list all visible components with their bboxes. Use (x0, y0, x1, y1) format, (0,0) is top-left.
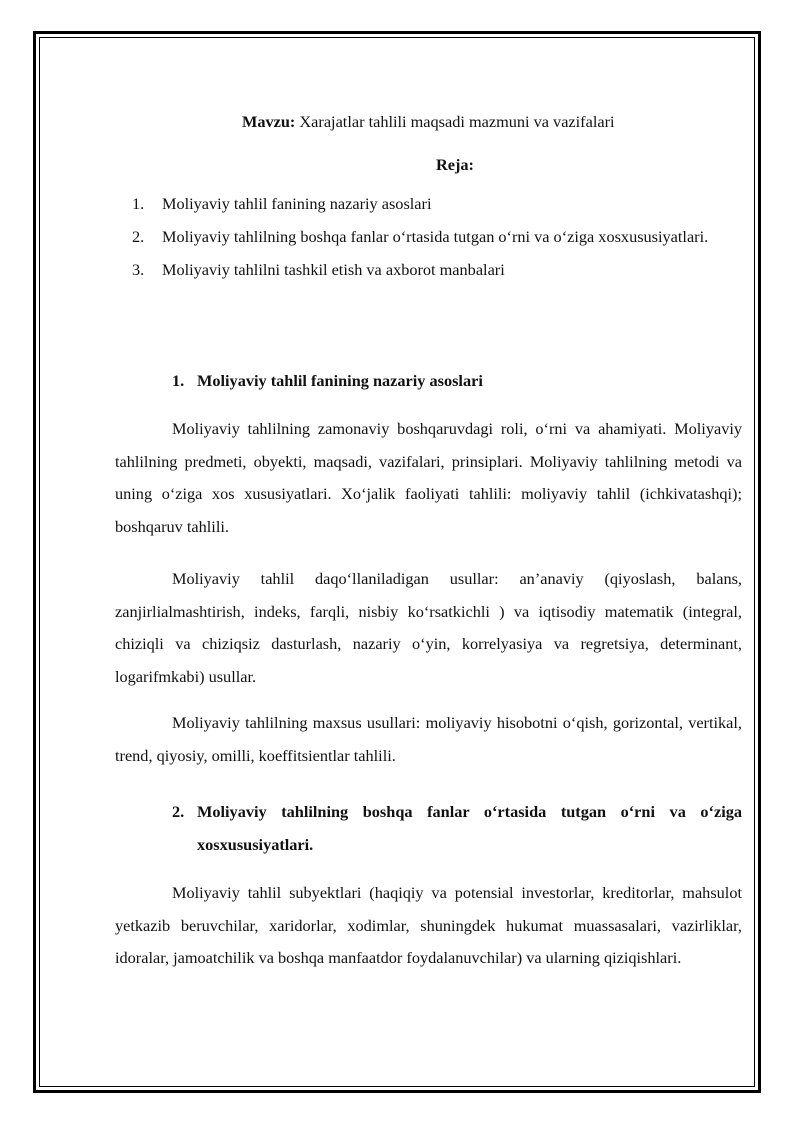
section-2-heading (172, 795, 742, 861)
plan-item-text: Moliyaviy tahlilning boshqa fanlar o‘rtasida tutgan o‘rni va o‘ziga xosxususiyatlari. (162, 227, 709, 246)
plan-item-text: Moliyaviy tahlilni tashkil etish va axborot manbalari (162, 260, 505, 279)
topic-label: Mavzu: (242, 112, 296, 131)
plan-item (132, 220, 742, 253)
section-1-number: 1. (172, 371, 185, 390)
section-2-number: 2. (172, 802, 185, 821)
plan-item (132, 253, 742, 286)
topic-title (242, 112, 615, 132)
plan-item-number: 2. (132, 227, 145, 246)
plan-item-number: 1. (132, 194, 145, 213)
plan-heading: Reja: (436, 155, 474, 174)
section-1-paragraph-3: Moliyaviy tahlilning maxsus usullari: moliyaviy hisobotni o‘qish, gorizontal, vertikal, trend, qiyosiy, omilli, koeffitsientlar tahlili. (115, 713, 742, 765)
section-1-title: Moliyaviy tahlil fanining nazariy asoslari (197, 371, 483, 390)
section-1-paragraph-1: Moliyaviy tahlilning zamonaviy boshqaruvdagi roli, o‘rni va ahamiyati. Moliyaviy tahlilning predmeti, obyekti, maqsadi, vazifalari, prinsiplari. Moliyaviy tahlilning metodi va uning o‘ziga xos xususiyatlari. Xo‘jalik faoliyati tahlili: moliyaviy tahlil (ichkivatashqi); boshqaruv tahlili. (115, 419, 742, 536)
section-2-title: Moliyaviy tahlilning boshqa fanlar o‘rtasida tutgan o‘rni va o‘ziga xosxususiyatlari. (197, 802, 742, 854)
plan-item-text: Moliyaviy tahlil fanining nazariy asoslari (162, 194, 432, 213)
plan-list (132, 187, 742, 286)
section-1-heading (172, 364, 742, 397)
topic-text: Xarajatlar tahlili maqsadi mazmuni va vazifalari (295, 112, 615, 131)
plan-item-number: 3. (132, 260, 145, 279)
section-1-paragraph-2: Moliyaviy tahlil daqo‘llaniladigan usullar: an’anaviy (qiyoslash, balans, zanjirlialmashtirish, indeks, farqli, nisbiy ko‘rsatkichli ) va iqtisodiy matematik (integral, chiziqli va chiziqsiz dasturlash, nazariy o‘yin, korrelyasiya va regretsiya, determinant, logarifmkabi) usullar. (115, 569, 742, 686)
section-2-paragraph-1: Moliyaviy tahlil subyektlari (haqiqiy va potensial investorlar, kreditorlar, mahsulot yetkazib beruvchilar, xaridorlar, xodimlar, shuningdek hukumat muassasalari, vazirliklar, idoralar, jamoatchilik va boshqa manfaatdor foydalanuvchilar) va ularning qiziqishlari. (115, 883, 742, 967)
plan-item (132, 187, 742, 220)
